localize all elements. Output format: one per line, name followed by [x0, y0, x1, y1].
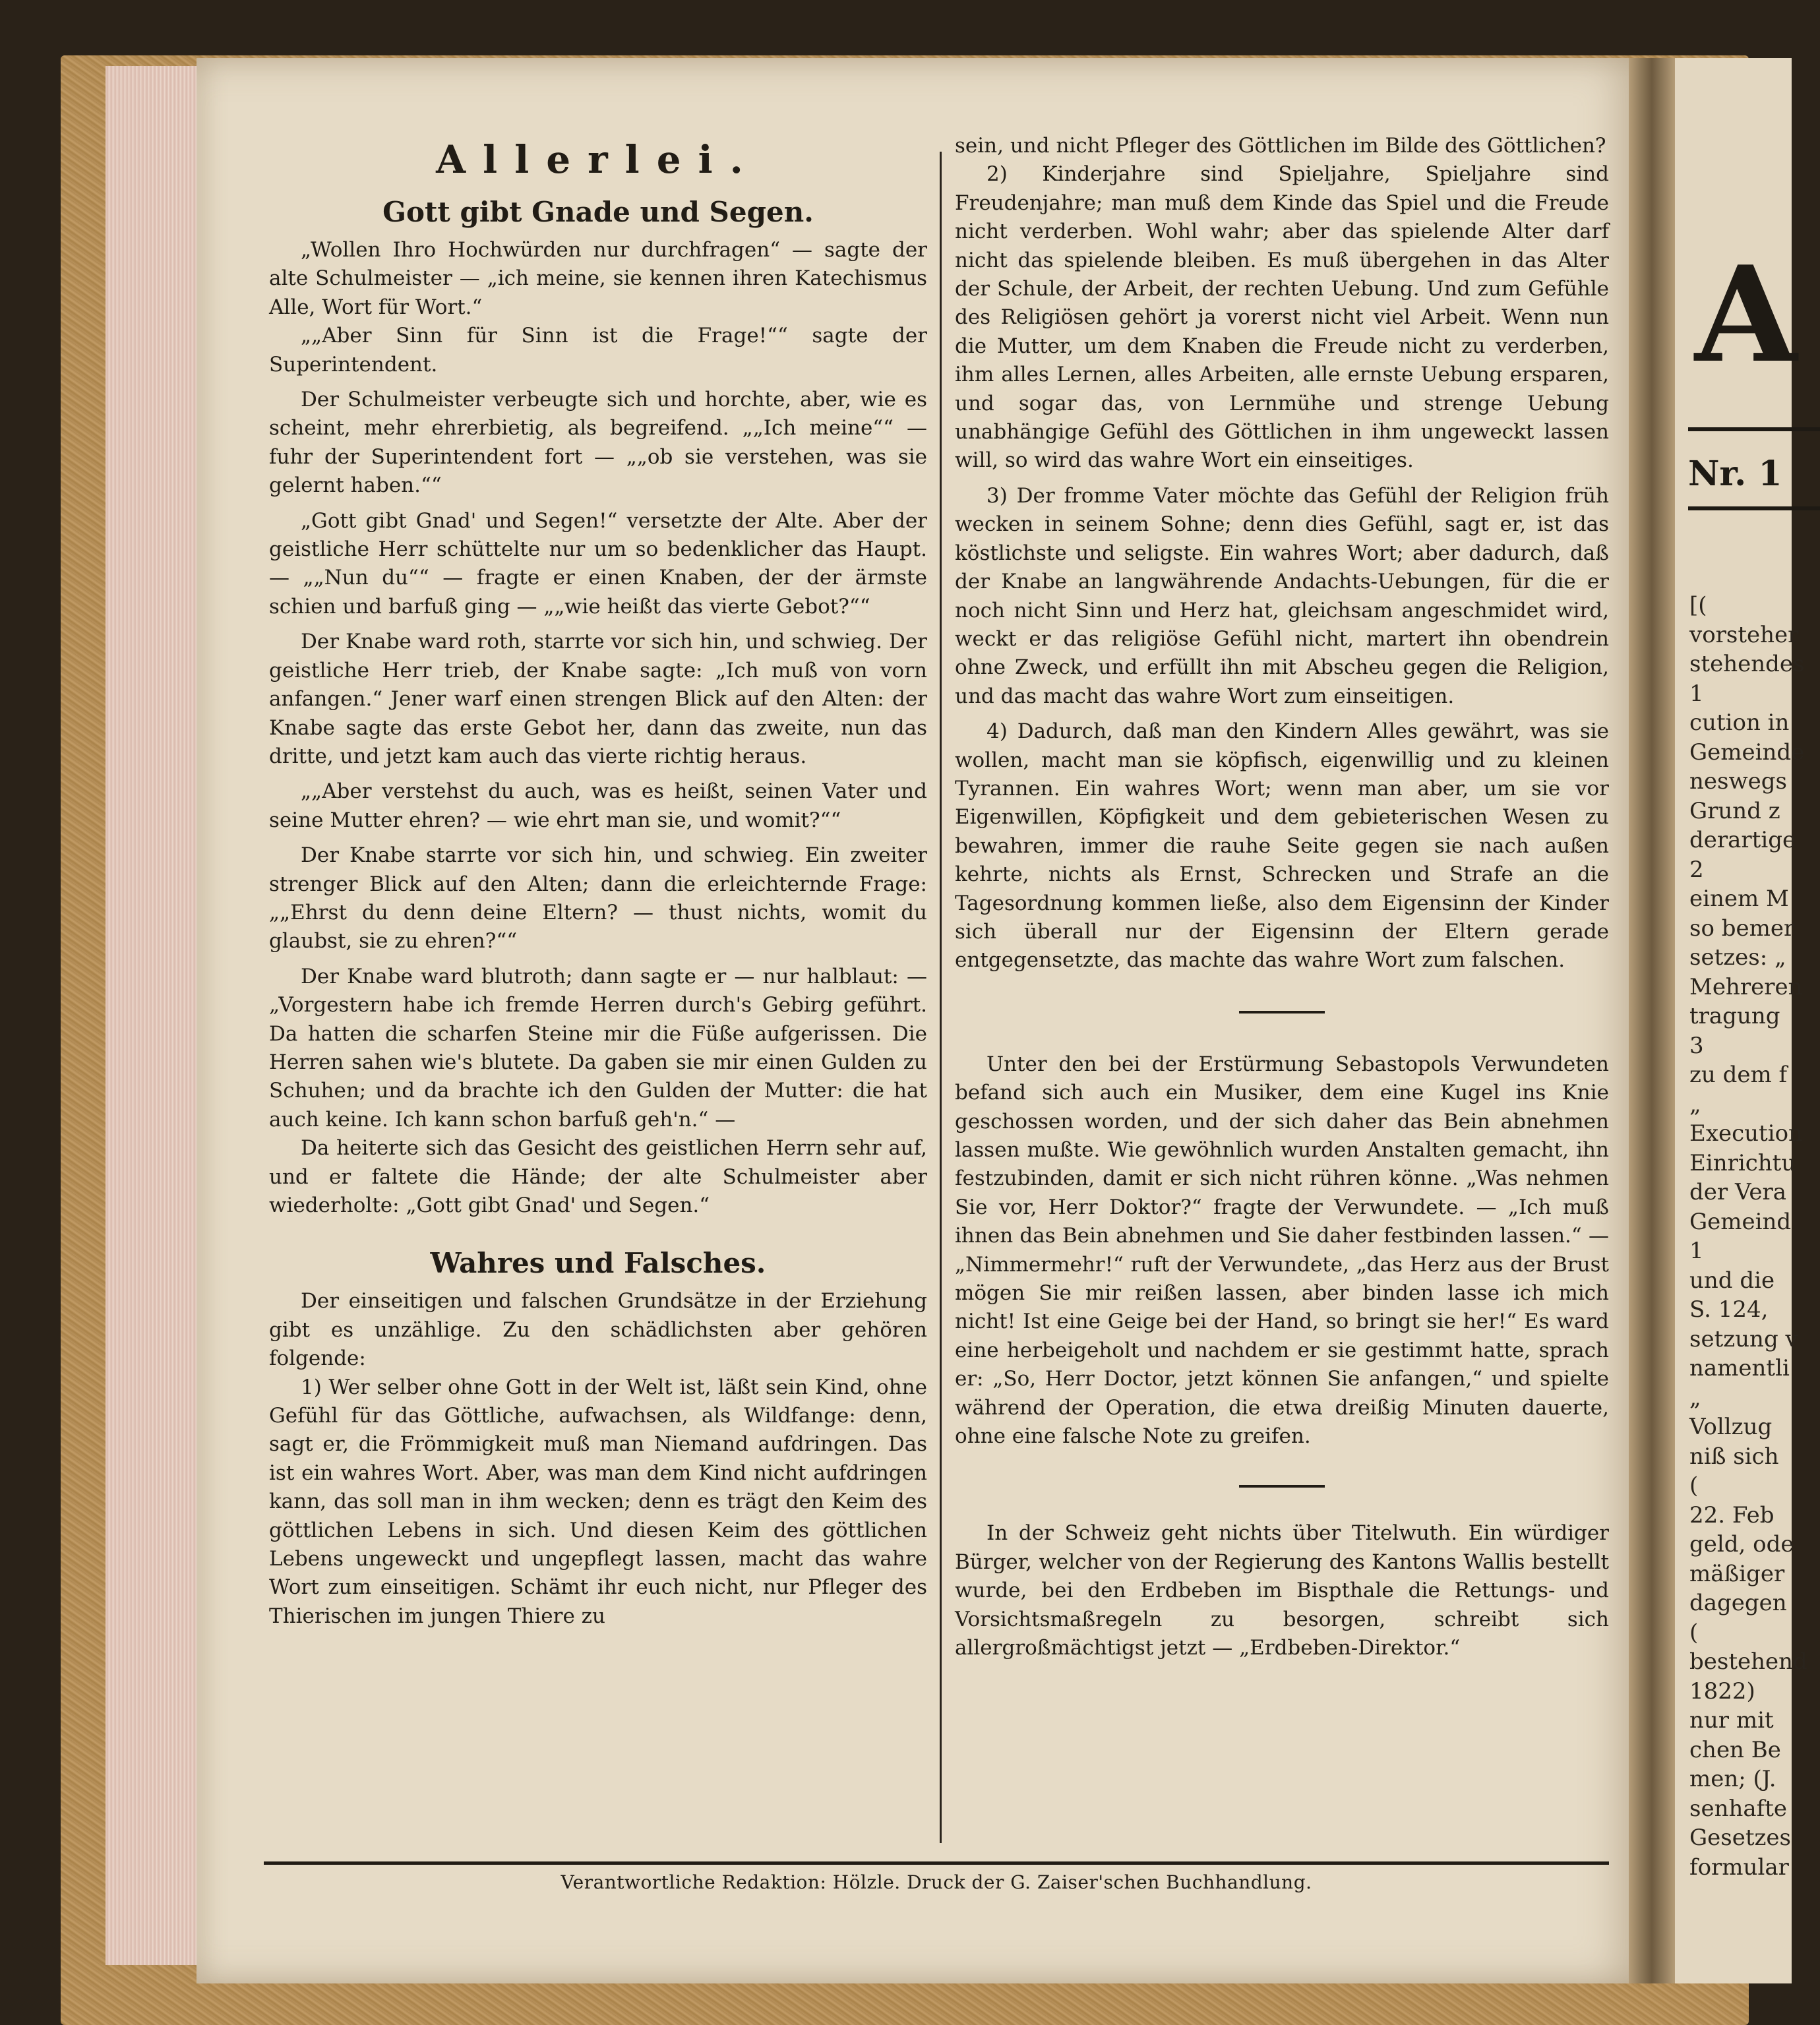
- article-paragraph: Der Schulmeister verbeugte sich und horchte, aber, wie es scheint, mehr ehrerbietig, als begreifend. „„Ich meine““ — fuhr der Superintendent fort — „„ob sie verstehen, was sie gelernt haben.““: [269, 388, 927, 498]
- facing-page-line: [(: [1689, 592, 1707, 619]
- facing-page-line: 1: [1689, 680, 1704, 707]
- facing-page-line: „: [1689, 1384, 1701, 1411]
- section-title: Allerlei.: [436, 137, 760, 182]
- facing-page-line: niß sich: [1689, 1443, 1779, 1470]
- article-paragraph: Der Knabe ward blutroth; dann sagte er — nur halblaut: — „Vorgestern habe ich fremde Herren durch's Gebirg geführt. Da hatten die scharfen Steine mir die Füße aufgerissen. Die Herren sahen wie's blutete. Da gaben sie mir einen Gulden zu Schuhen; und da brachte ich den Gulden der Mutter: die hat auch keine. Ich kann schon barfuß geh'n.“ —: [269, 964, 927, 1132]
- article-paragraph: 4) Dadurch, daß man den Kindern Alles gewährt, was sie wollen, macht man sie köpfisch, eigenwillig und zu kleinen Tyrannen. Ein wahres Wort; wenn man aber, um sie vor Eigenwillen, Köpfigkeit und dem gebieterischen Wesen zu bewahren, immer die rauhe Seite gegen sie nach außen kehrte, nichts als Ernst, Schrecken und Strafe an die Tagesordnung kommen ließe, also dem Eigensinn der Kinder sich überall nur der Eigensinn der Eltern gerade entgegensetzte, das machte das wahre Wort zum falschen.: [955, 719, 1609, 973]
- article-paragraph: 1) Wer selber ohne Gott in der Welt ist, läßt sein Kind, ohne Gefühl für das Göttliche, aufwachsen, als Wildfange: denn, sagt er, die Frömmigkeit muß man Niemand aufdringen. Das ist ein wahres Wort. Aber, was man dem Kind nicht aufdringen kann, das soll man in ihm wecken; denn es trägt den Keim des göttlichen Lebens in sich. Und diesen Keim des göttlichen Lebens ungeweckt und ungepflegt lassen, macht das wahre Wort zum einseitigen. Schämt ihr euch nicht, nur Pfleger des Thierischen im jungen Thiere zu: [269, 1375, 927, 1628]
- facing-page-line: setzung v: [1689, 1325, 1798, 1352]
- facing-page-line: 1822): [1689, 1677, 1755, 1705]
- facing-page-line: Grund z: [1689, 797, 1780, 824]
- facing-page-line: tragung: [1689, 1003, 1780, 1029]
- facing-page-line: Gesetzes: [1689, 1825, 1791, 1851]
- article-paragraph: „„Aber verstehst du auch, was es heißt, seinen Vater und seine Mutter ehren? — wie ehrt man sie, und womit?““: [269, 779, 927, 832]
- facing-page-line: senhafte: [1689, 1795, 1788, 1822]
- facing-page-line: Einrichtu: [1689, 1149, 1796, 1176]
- facing-page-line: derartige: [1689, 827, 1796, 853]
- facing-page-line: der Vera: [1689, 1179, 1787, 1205]
- facing-page-line: so bemer: [1689, 915, 1795, 942]
- facing-page-line: geld, ode: [1689, 1531, 1794, 1557]
- facing-page-line: (: [1689, 1472, 1699, 1499]
- article-separator: [1239, 1485, 1325, 1488]
- right-column: [955, 132, 1609, 1663]
- facing-page-line: chen Be: [1689, 1736, 1781, 1763]
- facing-page-line: und die: [1689, 1267, 1775, 1294]
- article-paragraph: Der Knabe starrte vor sich hin, und schwieg. Ein zweiter strenger Blick auf den Alten; dann die erleichternde Frage: „„Ehrst du denn deine Eltern? — thust nichts, womit du glaubst, sie zu ehren?““: [269, 843, 927, 953]
- footer-rule: [264, 1861, 1609, 1865]
- article-paragraph: „Gott gibt Gnad' und Segen!“ versetzte der Alte. Aber der geistliche Herr schüttelte nur um so bedenklicher das Haupt. — „„Nun du““ — fragte er einen Knaben, der der ärmste schien und barfuß ging — „„wie heißt das vierte Gebot?““: [269, 508, 927, 619]
- facing-page-line: nur mit: [1689, 1707, 1774, 1734]
- facing-page-line: cution in: [1689, 710, 1790, 736]
- facing-page-line: 3: [1689, 1032, 1704, 1059]
- facing-page-line: 1: [1689, 1238, 1704, 1264]
- article-title-gnade: Gott gibt Gnade und Segen.: [382, 196, 814, 228]
- facing-page-line: neswegs: [1689, 768, 1787, 795]
- issue-rule: [1688, 506, 1820, 510]
- article-paragraph: Unter den bei der Erstürmung Sebastopols Verwundeten befand sich auch ein Musiker, dem eine Kugel ins Knie geschossen worden, und der sich daher das Bein abnehmen lassen mußte. Wie gewöhnlich wurden Anstalten gemacht, ihn festzubinden, damit er sich nicht rühren könne. „Was nehmen Sie vor, Herr Doktor?“ fragte der Verwundete. — „Ich muß ihnen das Bein abnehmen und Sie daher festbinden lassen.“ — „Nimmermehr!“ ruft der Verwundete, „das Herz aus der Brust mögen Sie mir reißen lassen, aber binden lasse ich mich nicht! Ist eine Geige bei der Hand, so bringt sie her!“ Es ward eine herbeigeholt und nachdem er sie gestimmt hatte, sprach er: „So, Herr Doctor, jetzt können Sie anfangen,“ und spielte während der Operation, die etwa dreißig Minuten dauerte, ohne eine falsche Note zu greifen.: [955, 1052, 1609, 1449]
- article-paragraph: „Wollen Ihro Hochwürden nur durchfragen“ — sagte der alte Schulmeister — „ich meine, sie kennen ihren Katechismus Alle, Wort für Wort.“: [269, 238, 927, 319]
- facing-page-line: einem M: [1689, 886, 1789, 912]
- page-edges: [106, 66, 198, 1965]
- facing-page-line: mäßiger: [1689, 1560, 1785, 1587]
- facing-page-line: Vollzug: [1689, 1414, 1773, 1440]
- article-title-wahres: Wahres und Falsches.: [430, 1247, 766, 1280]
- facing-page-line: Execution: [1689, 1120, 1803, 1147]
- left-column: [269, 132, 927, 1631]
- article-separator: [1239, 1011, 1325, 1013]
- facing-page-line: Mehreren: [1689, 973, 1803, 1000]
- facing-page-line: dagegen: [1689, 1590, 1787, 1616]
- facing-page-line: Gemeind: [1689, 1208, 1792, 1235]
- facing-page-line: (: [1689, 1619, 1699, 1646]
- article-paragraph: Der Knabe ward roth, starrte vor sich hin, und schwieg. Der geistliche Herr trieb, der Knabe sagte: „Ich muß von vorn anfangen.“ Jener warf einen strengen Blick auf den Alten: der Knabe sagte das erste Gebot her, dann das zweite, nun das dritte, und jetzt kam auch das vierte richtig heraus.: [269, 630, 927, 768]
- article-paragraph: 3) Der fromme Vater möchte das Gefühl der Religion früh wecken in seinem Sohne; denn dies Gefühl, sagt er, ist das köstlichste und seligste. Ein wahres Wort; aber dadurch, daß der Knabe an langwährende Andachts-Uebungen, für die er noch nicht Sinn und Herz hat, gleichsam angeschmidet wird, weckt er das religiöse Gefühl nicht, martert ihn obendrein ohne Zweck, und erfüllt ihn mit Abscheu gegen die Religion, und das macht das wahre Wort zum einseitigen.: [955, 483, 1609, 708]
- facing-page-line: bestehend: [1689, 1648, 1807, 1675]
- facing-page-line: vorsteher: [1689, 621, 1799, 648]
- article-paragraph: „„Aber Sinn für Sinn ist die Frage!““ sagte der Superintendent.: [269, 324, 927, 377]
- facing-page-line: setzes: „: [1689, 944, 1786, 971]
- article-paragraph: Da heiterte sich das Gesicht des geistlichen Herrn sehr auf, und er faltete die Hände; der alte Schulmeister aber wiederholte: „Gott gibt Gnad' und Segen.“: [269, 1136, 927, 1217]
- facing-page-line: namentli: [1689, 1355, 1790, 1381]
- facing-page-masthead: A: [1695, 237, 1798, 392]
- article-paragraph: 2) Kinderjahre sind Spieljahre, Spieljahre sind Freudenjahre; man muß dem Kinde das Spiel und die Freude nicht verderben. Wohl wahr; aber das spielende Alter darf nicht das spielende bleiben. Es muß übergehen in das Alter der Schule, der Arbeit, der rechten Uebung. Und zum Gefühle des Religiösen gehört ja vorerst nicht viel Arbeit. Wenn nun die Mutter, um dem Knaben die Freude nicht zu verderben, ihm alles Lernen, alles Arbeiten, alle ernste Uebung ersparen, und sogar das, von Lernmühe und strenge Uebung unabhängige Gefühl des Göttlichen in ihm ungeweckt lassen will, so wird das wahre Wort ein einseitiges.: [955, 162, 1609, 473]
- masthead-rule: [1688, 427, 1820, 431]
- facing-page-line: „: [1689, 1091, 1701, 1118]
- facing-page-line: zu dem f: [1689, 1062, 1788, 1088]
- facing-page-line: Gemeinde: [1689, 739, 1805, 766]
- facing-page-issue-number: Nr. 1: [1688, 454, 1782, 494]
- book-gutter: [1629, 58, 1675, 1983]
- facing-page-line: 22. Feb: [1689, 1501, 1774, 1528]
- article-paragraph: Der einseitigen und falschen Grundsätze in der Erziehung gibt es unzählige. Zu den schädlichsten aber gehören folgende:: [269, 1289, 927, 1371]
- column-divider: [940, 152, 942, 1843]
- facing-page-line: 2: [1689, 856, 1704, 883]
- facing-page-line: men; (J.: [1689, 1766, 1776, 1792]
- facing-page-line: S. 124,: [1689, 1296, 1769, 1323]
- facing-page: [1675, 58, 1807, 1983]
- article-paragraph: sein, und nicht Pfleger des Göttlichen im Bilde des Göttlichen?: [955, 134, 1606, 158]
- article-paragraph: In der Schweiz geht nichts über Titelwuth. Ein würdiger Bürger, welcher von der Regierung des Kantons Wallis bestellt wurde, bei den Erdbeben im Bispthale die Rettungs- und Vorsichtsmaßregeln zu besorgen, schreibt sich allergroßmächtigst jetzt — „Erdbeben-Direktor.“: [955, 1521, 1609, 1660]
- imprint-line: Verantwortliche Redaktion: Hölzle. Druck der G. Zaiser'schen Buchhandlung.: [561, 1871, 1312, 1893]
- facing-page-line: stehendes: [1689, 651, 1805, 677]
- facing-page-line: formular: [1689, 1854, 1789, 1881]
